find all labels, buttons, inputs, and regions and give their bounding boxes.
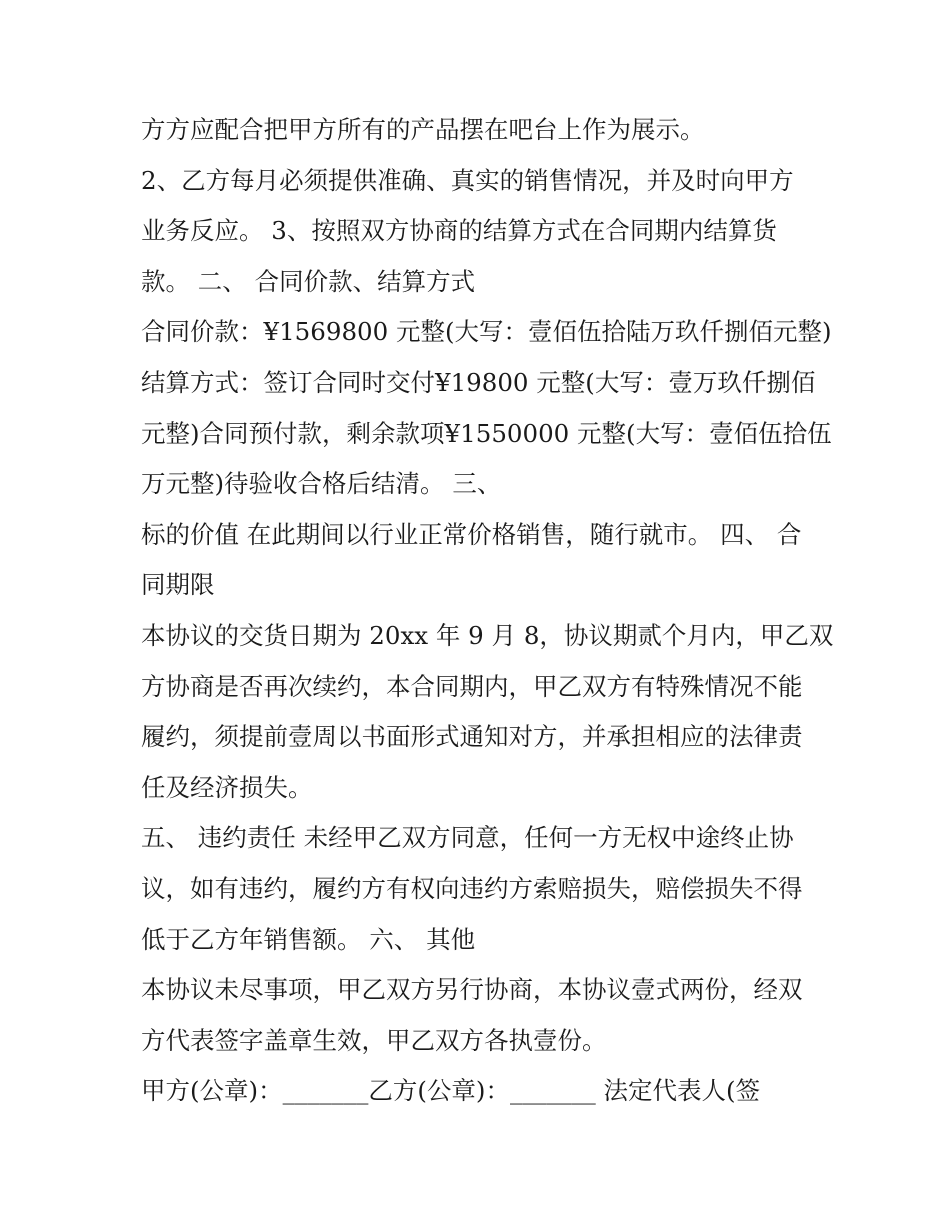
text-line: 合同价款：¥1569800 元整(大写：壹佰伍拾陆万玖仟捌佰元整): [141, 317, 832, 347]
text-line: 履约，须提前壹周以书面形式通知对方，并承担相应的法律责: [141, 722, 803, 752]
text-line: 低于乙方年销售额。 六、 其他: [141, 924, 476, 954]
text-line: 2、乙方每月必须提供准确、真实的销售情况，并及时向甲方: [141, 165, 794, 195]
text-line: 本协议未尽事项，甲乙双方另行协商，本协议壹式两份，经双: [141, 975, 803, 1005]
text-line: 议，如有违约，履约方有权向违约方索赔损失，赔偿损失不得: [141, 873, 803, 903]
text-line: 任及经济损失。: [141, 772, 313, 802]
text-line: 款。 二、 合同价款、结算方式: [141, 266, 476, 296]
text-line: 方代表签字盖章生效，甲乙双方各执壹份。: [141, 1025, 607, 1055]
text-line: 业务反应。 3、按照双方协商的结算方式在合同期内结算货: [141, 216, 777, 246]
text-line: 本协议的交货日期为 20xx 年 9 月 8，协议期贰个月内，甲乙双: [141, 620, 834, 650]
text-line: 万元整)待验收合格后结清。 三、: [141, 469, 502, 499]
text-line: 同期限: [141, 570, 215, 600]
text-line: 五、 违约责任 未经甲乙双方同意，任何一方无权中途终止协: [141, 823, 794, 853]
text-line: 方协商是否再次续约，本合同期内，甲乙双方有特殊情况不能: [141, 671, 803, 701]
text-line: 结算方式：签订合同时交付¥19800 元整(大写：壹万玖仟捌佰: [141, 367, 816, 397]
text-line: 元整)合同预付款，剩余款项¥1550000 元整(大写：壹佰伍拾伍: [141, 418, 832, 448]
text-line: 方方应配合把甲方所有的产品摆在吧台上作为展示。: [141, 115, 705, 144]
text-line: 标的价值 在此期间以行业正常价格销售，随行就市。 四、 合: [141, 519, 802, 549]
contract-body: [141, 108, 834, 1120]
signature-line: 甲方(公章)：_______乙方(公章)：_______ 法定代表人(签: [141, 1076, 761, 1106]
